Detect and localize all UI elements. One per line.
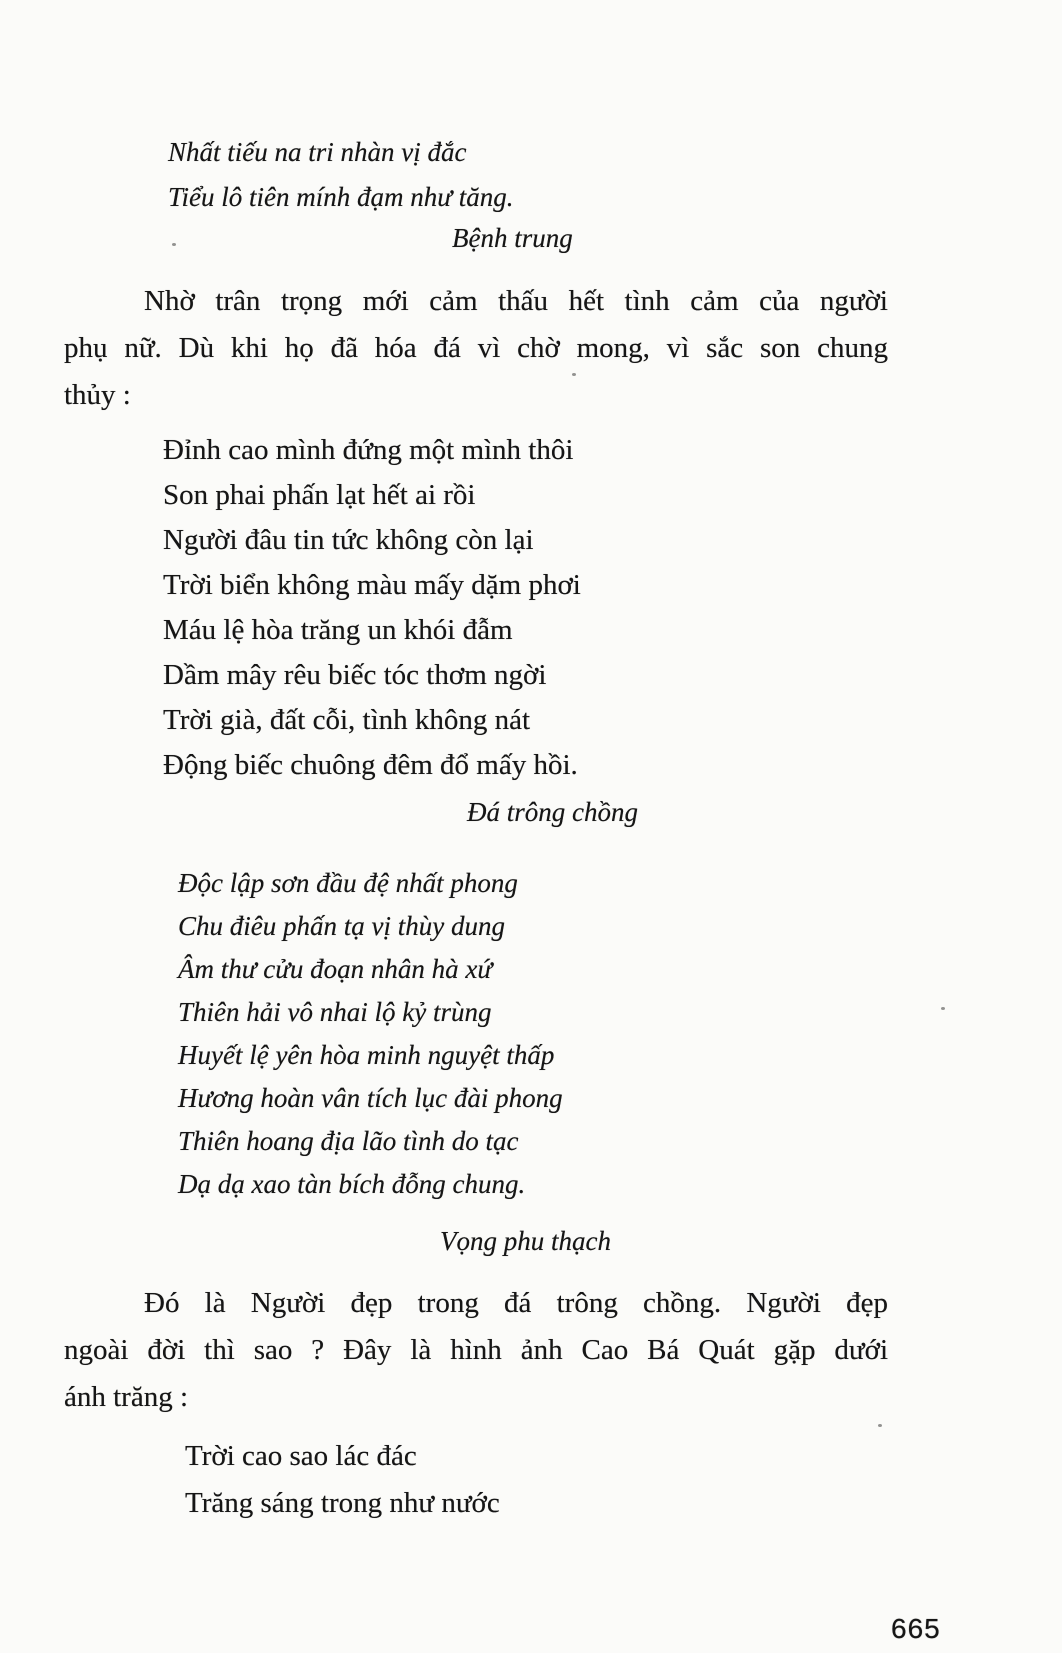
paragraph-line: phụ nữ. Dù khi họ đã hóa đá vì chờ mong, vì sắc son chung [64,332,888,364]
closing-couplet [185,1433,685,1527]
scan-speck [172,243,176,246]
poem-line: Dầm mây rêu biếc tóc thơm ngời [163,659,547,691]
poem-line: Tiểu lô tiên mính đạm như tăng. [168,182,514,212]
poem-line: Trăng sáng trong như nước [185,1487,500,1519]
poem-da-trong-chong [163,428,723,788]
opening-couplet [168,130,768,220]
poem-line: Dạ dạ xao tàn bích đỗng chung. [178,1169,526,1199]
poem-line: Trời cao sao lác đác [185,1440,417,1472]
poem-attribution-benh-trung: Bệnh trung [452,223,573,253]
poem-line: Chu điêu phấn tạ vị thùy dung [178,911,505,941]
paragraph-line: thủy : [64,379,131,411]
scan-speck [878,1424,882,1427]
poem-line: Hương hoàn vân tích lục đài phong [178,1083,563,1113]
paragraph-line: ánh trăng : [64,1381,189,1413]
paragraph-line: Nhờ trân trọng mới cảm thấu hết tình cảm của người [144,285,888,317]
poem-line: Trời già, đất cỗi, tình không nát [163,704,531,736]
paragraph-1 [64,278,888,419]
poem-line: Huyết lệ yên hòa minh nguyệt thấp [178,1040,555,1070]
poem-line: Máu lệ hòa trăng un khói đẫm [163,614,513,646]
paragraph-line: Đó là Người đẹp trong đá trông chồng. Người đẹp [144,1287,888,1319]
paragraph-2 [64,1280,888,1421]
poem-attribution-da-trong-chong: Đá trông chồng [467,797,638,827]
scan-speck [941,1007,945,1010]
poem-line: Động biếc chuông đêm đổ mấy hồi. [163,749,578,781]
poem-attribution-vong-phu-thach: Vọng phu thạch [440,1226,611,1256]
scan-speck [572,373,576,376]
poem-line: Son phai phấn lạt hết ai rồi [163,479,476,511]
poem-vong-phu-thach [178,862,738,1206]
page-number: 665 [891,1613,941,1644]
poem-line: Đỉnh cao mình đứng một mình thôi [163,434,574,466]
poem-line: Thiên hải vô nhai lộ kỷ trùng [178,997,492,1027]
paragraph-line: ngoài đời thì sao ? Đây là hình ảnh Cao Bá Quát gặp dưới [64,1334,888,1366]
poem-line: Trời biển không màu mấy dặm phơi [163,569,581,601]
poem-line: Độc lập sơn đầu đệ nhất phong [178,868,518,898]
poem-line: Người đâu tin tức không còn lại [163,524,534,556]
poem-line: Nhất tiếu na tri nhàn vị đắc [168,137,467,167]
poem-line: Âm thư cửu đoạn nhân hà xứ [178,954,493,984]
poem-line: Thiên hoang địa lão tình do tạc [178,1126,519,1156]
